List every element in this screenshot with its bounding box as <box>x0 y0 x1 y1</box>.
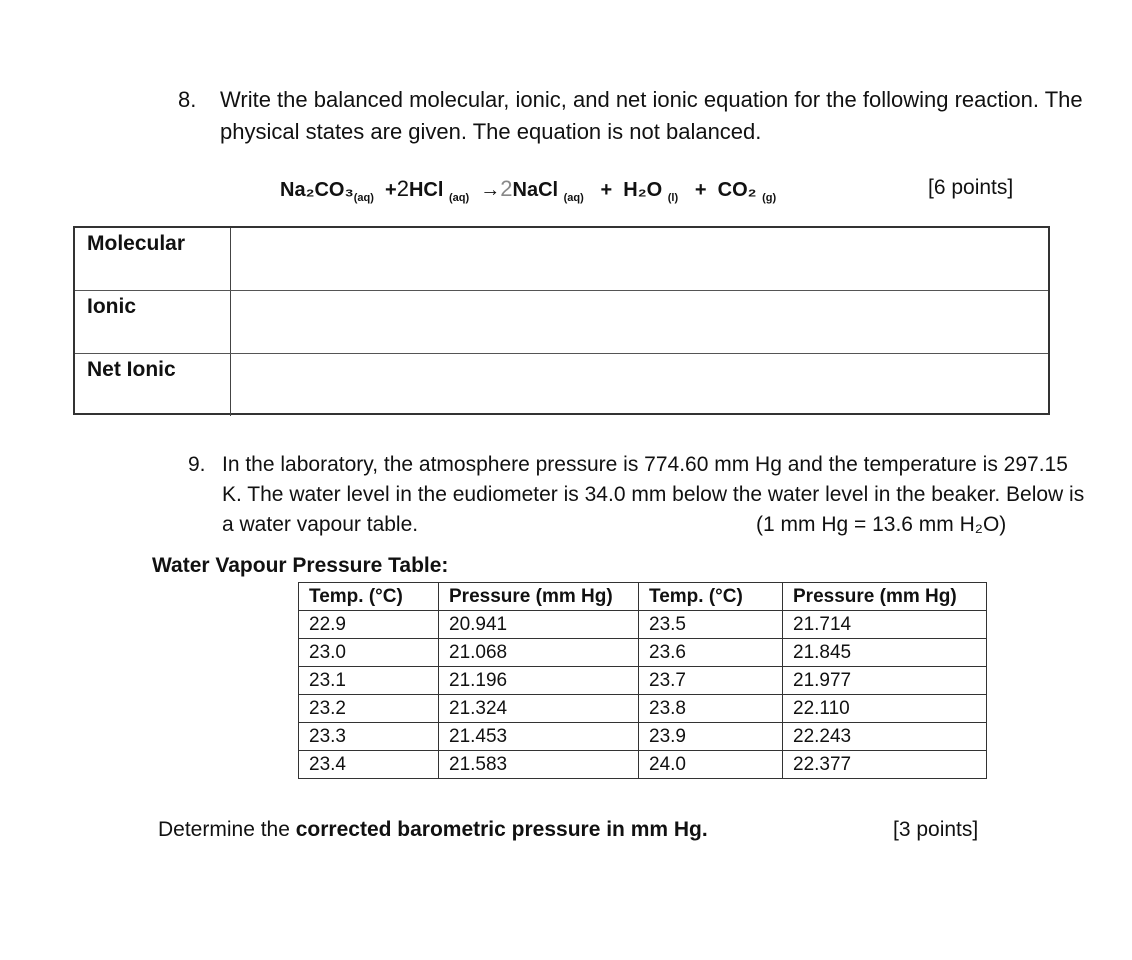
unit-conversion: (1 mm Hg = 13.6 mm H₂O) <box>756 513 1007 536</box>
reactant-hcl: HCl <box>408 179 444 201</box>
net-ionic-row <box>75 354 1048 416</box>
product-nacl: NaCl <box>512 179 559 201</box>
ionic-row <box>75 291 1048 354</box>
table-cell: 23.4 <box>299 751 439 779</box>
table-cell: 23.3 <box>299 723 439 751</box>
molecular-label: Molecular <box>87 232 186 255</box>
question-9-number: 9. <box>188 453 206 476</box>
ionic-label: Ionic <box>87 295 137 318</box>
determine-target: corrected barometric pressure in mm Hg. <box>295 818 708 841</box>
column-divider <box>230 354 231 416</box>
reaction-arrow: → <box>480 179 501 201</box>
state-label: (l) <box>667 192 679 204</box>
question-8-points: [6 points] <box>928 176 1014 199</box>
table-cell: 21.714 <box>783 611 987 639</box>
table-cell: 23.8 <box>639 695 783 723</box>
table-cell: 23.7 <box>639 667 783 695</box>
plus-sign: + <box>385 179 397 201</box>
column-header: Pressure (mm Hg) <box>783 583 987 611</box>
table-cell: 23.1 <box>299 667 439 695</box>
column-header: Pressure (mm Hg) <box>439 583 639 611</box>
table-cell: 21.845 <box>783 639 987 667</box>
table-cell: 24.0 <box>639 751 783 779</box>
table-row <box>299 723 987 751</box>
molecular-answer-field[interactable] <box>235 230 1044 288</box>
question-8-number: 8. <box>178 87 197 112</box>
plus-sign: + <box>694 179 707 201</box>
table-cell: 23.5 <box>639 611 783 639</box>
product-h2o: H₂O <box>623 179 663 201</box>
question-8 <box>178 84 1088 148</box>
table-cell: 22.243 <box>783 723 987 751</box>
table-cell: 23.2 <box>299 695 439 723</box>
chemical-equation <box>280 176 776 204</box>
question-9-points: [3 points] <box>893 818 979 841</box>
table-row <box>299 639 987 667</box>
column-header: Temp. (°C) <box>299 583 439 611</box>
column-divider <box>230 228 231 290</box>
table-cell: 21.453 <box>439 723 639 751</box>
question-9 <box>188 450 1088 540</box>
state-label: (aq) <box>353 192 374 204</box>
net-ionic-answer-field[interactable] <box>235 356 1044 414</box>
coefficient-hcl: 2 <box>396 176 409 201</box>
molecular-row <box>75 228 1048 291</box>
table-cell: 23.0 <box>299 639 439 667</box>
ionic-answer-field[interactable] <box>235 293 1044 351</box>
table-cell: 21.977 <box>783 667 987 695</box>
table-header-row <box>299 583 987 611</box>
determine-instruction <box>158 818 708 842</box>
table-cell: 20.941 <box>439 611 639 639</box>
table-cell: 22.377 <box>783 751 987 779</box>
net-ionic-label: Net Ionic <box>87 358 176 381</box>
state-label: (aq) <box>448 192 470 204</box>
table-cell: 23.9 <box>639 723 783 751</box>
equation-answer-table <box>73 226 1050 415</box>
table-cell: 21.583 <box>439 751 639 779</box>
table-row <box>299 751 987 779</box>
column-header: Temp. (°C) <box>639 583 783 611</box>
column-divider <box>230 291 231 353</box>
state-label: (aq) <box>563 192 584 204</box>
water-vapour-pressure-table <box>298 582 987 779</box>
determine-prefix: Determine the <box>158 818 296 841</box>
table-row <box>299 611 987 639</box>
table-row <box>299 695 987 723</box>
table-cell: 21.068 <box>439 639 639 667</box>
vapour-table-title: Water Vapour Pressure Table: <box>152 554 449 577</box>
table-cell: 23.6 <box>639 639 783 667</box>
plus-sign: + <box>600 179 613 201</box>
product-co2: CO₂ <box>717 179 757 201</box>
question-9-text: In the laboratory, the atmosphere pressure is 774.60 mm Hg and the temperature is 297.15 K. The water level in the eudiometer is 34.0 mm below the water level in the beaker. Below is a water vapour table. <box>222 453 1085 536</box>
coefficient-nacl: 2 <box>500 176 513 201</box>
table-cell: 22.9 <box>299 611 439 639</box>
table-cell: 21.196 <box>439 667 639 695</box>
reactant-na2co3: Na₂CO₃ <box>280 179 354 201</box>
table-cell: 22.110 <box>783 695 987 723</box>
state-label: (g) <box>762 192 777 204</box>
question-8-prompt: Write the balanced molecular, ionic, and net ionic equation for the following reaction. The physical states are given. The equation is not balanced. <box>220 87 1083 144</box>
table-cell: 21.324 <box>439 695 639 723</box>
table-row <box>299 667 987 695</box>
